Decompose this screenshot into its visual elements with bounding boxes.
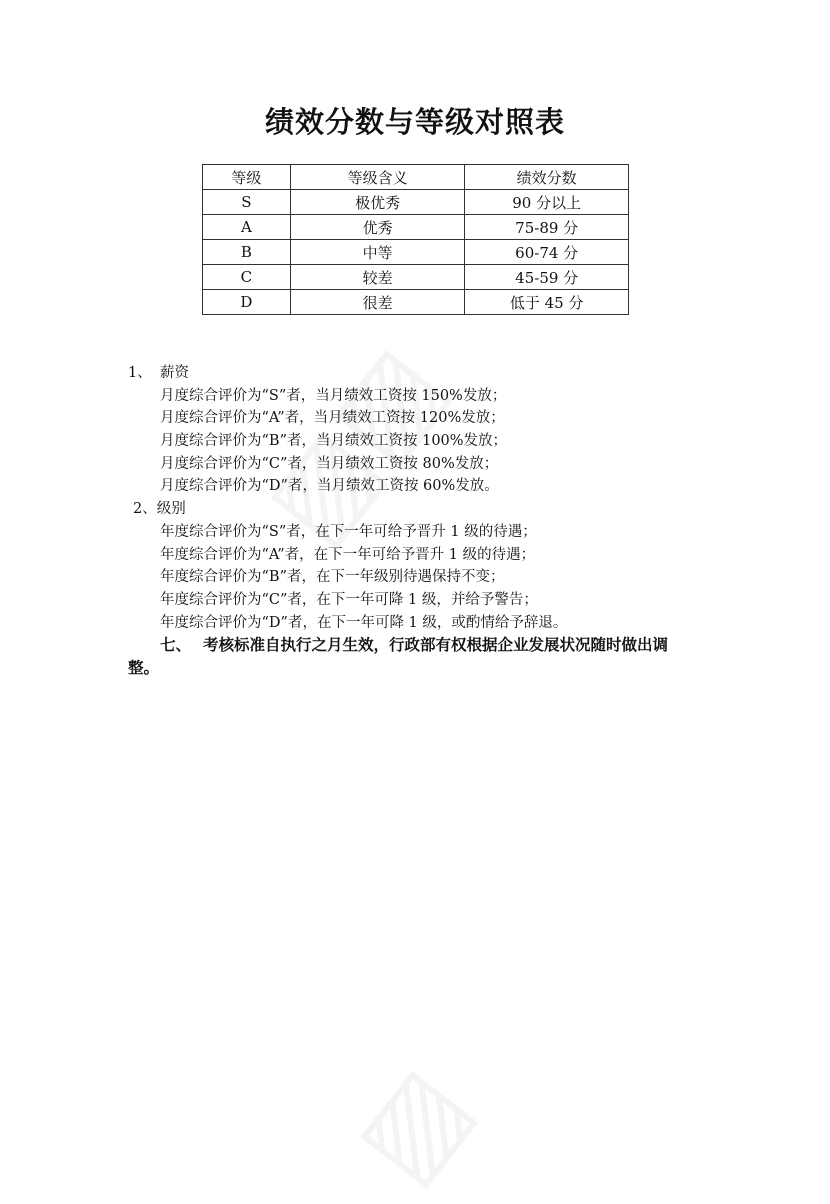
page-title: 绩效分数与等级对照表 [264,105,565,139]
watermark [330,1044,495,1204]
section-text: 考核标准自执行之月生效，行政部有权根据企业发展状况随时做出调 [203,636,669,655]
table-cell: D [203,290,291,315]
table-cell: A [203,215,291,240]
section-heading [0,362,830,385]
table-row [203,240,629,265]
table-cell: C [203,265,291,290]
table-cell: 很差 [290,290,465,315]
table-row [203,190,629,215]
section-number: 1、 [128,365,152,381]
section-heading: 2、级别 [133,501,186,518]
paragraph-line [0,634,830,657]
table-header-cell: 等级 [203,165,291,190]
paragraph-line: 年度综合评价为“A”者，在下一年可给予晋升 1 级的待遇； [160,546,536,563]
paragraph-line: 月度综合评价为“B”者，当月绩效工资按 100%发放； [160,433,508,450]
grade-table [202,164,629,315]
table-cell: 90 分以上 [465,190,629,215]
section-number: 七、 [160,636,192,655]
body-text [0,362,830,680]
table-header-row [203,165,629,190]
table-cell: 45-59 分 [465,265,629,290]
table-cell: 60-74 分 [465,240,629,265]
table-cell: 极优秀 [290,190,465,215]
paragraph-line: 月度综合评价为“D”者，当月绩效工资按 60%发放。 [160,478,499,495]
section-title: 薪资 [160,365,189,381]
table-cell: B [203,240,291,265]
table-header-cell: 绩效分数 [465,165,629,190]
table-header-cell: 等级含义 [290,165,465,190]
table-cell: 较差 [290,265,465,290]
section-seven [0,634,830,680]
table-row [203,290,629,315]
table-row [203,265,629,290]
paragraph-line: 年度综合评价为“B”者，在下一年级别待遇保持不变； [160,569,505,586]
paragraph-line: 年度综合评价为“D”者，在下一年可降 1 级，或酌情给予辞退。 [160,614,568,631]
paragraph-line: 月度综合评价为“A”者，当月绩效工资按 120%发放； [160,410,505,427]
paragraph-line: 月度综合评价为“S”者，当月绩效工资按 150%发放； [160,387,507,404]
table-cell: 优秀 [290,215,465,240]
paragraph-line: 年度综合评价为“C”者，在下一年可降 1 级，并给予警告； [160,591,538,608]
paragraph-line: 月度综合评价为“C”者，当月绩效工资按 80%发放； [160,455,499,472]
table-cell: S [203,190,291,215]
table-row [203,215,629,240]
paragraph-line: 年度综合评价为“S”者，在下一年可给予晋升 1 级的待遇； [160,523,537,540]
table-cell: 低于 45 分 [465,290,629,315]
table-cell: 75-89 分 [465,215,629,240]
table-cell: 中等 [290,240,465,265]
paragraph-line: 整。 [128,659,160,678]
